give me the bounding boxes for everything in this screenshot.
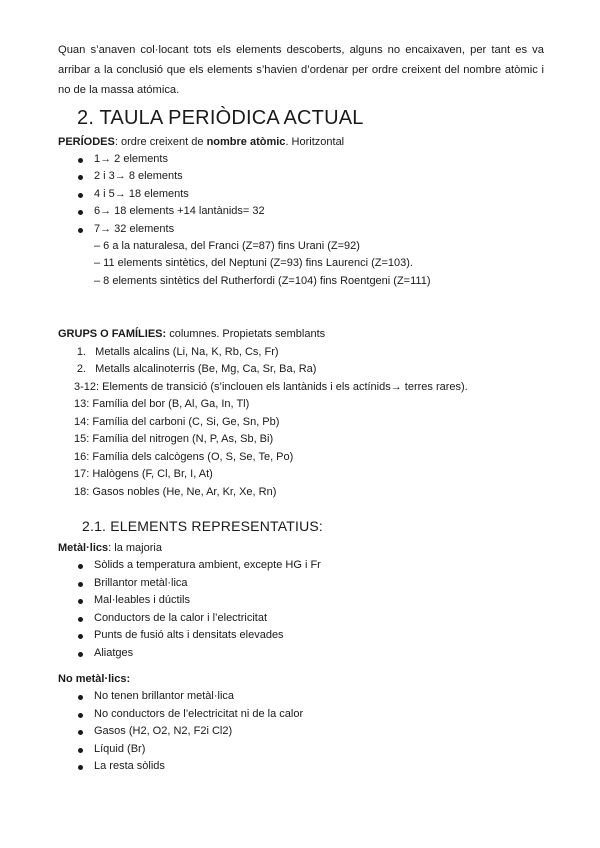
group-text: Família dels calcògens (O, S, Se, Te, Po)	[92, 451, 294, 463]
group-item	[72, 346, 279, 358]
groups-heading	[58, 328, 325, 340]
periods-label: PERÍODES	[58, 136, 115, 148]
group-text: Gasos nobles (He, Ne, Ar, Kr, Xe, Rn)	[92, 486, 277, 498]
group-number: 13:	[74, 398, 90, 410]
group-number: 2.	[76, 363, 86, 375]
bullet-icon	[78, 713, 83, 718]
intro-paragraph: Quan s’anaven col·locant tots els elements descoberts, alguns no encaixaven, per tant es va arribar a la conclusió que els elements s’havien d’ordenar per ordre creixent del nombre atòmic i no de la massa atómica.	[58, 44, 544, 96]
list-item: Líquid (Br)	[94, 743, 146, 755]
group-item	[74, 433, 273, 445]
metals-desc: : la majoria	[108, 542, 162, 554]
group-number: 15:	[74, 433, 90, 445]
list-item: Aliatges	[94, 647, 134, 659]
bullet-icon	[78, 599, 83, 604]
group-item	[72, 363, 316, 375]
groups-label: GRUPS O FAMÍLIES:	[58, 328, 167, 340]
group-text: Elements de transició (s’inclouen els lantànids i els actínids→ terres rares).	[102, 381, 468, 393]
bullet-icon	[78, 765, 83, 770]
groups-desc: columnes. Propietats semblants	[166, 328, 326, 340]
list-item: 7→ 32 elements	[94, 223, 175, 235]
group-number: 14:	[74, 416, 90, 428]
bullet-icon	[78, 695, 83, 700]
list-item: Mal·leables i dúctils	[94, 594, 190, 606]
list-item: Punts de fusió alts i densitats elevades	[94, 629, 284, 641]
list-item: La resta sòlids	[94, 760, 165, 772]
list-item: 4 i 5→ 18 elements	[94, 188, 189, 200]
periods-desc-post: . Horitzontal	[285, 136, 345, 148]
periods-desc-bold: nombre atòmic	[206, 136, 286, 148]
group-text: Metalls alcalinoterris (Be, Mg, Ca, Sr, Ba, Ra)	[95, 363, 317, 375]
bullet-icon	[78, 193, 83, 198]
group-number: 18:	[74, 486, 90, 498]
group-number: 17:	[74, 468, 90, 480]
group-text: Família del bor (B, Al, Ga, In, Tl)	[92, 398, 250, 410]
bullet-icon	[78, 228, 83, 233]
sub-item: – 11 elements sintètics, del Neptuni (Z=93) fins Laurenci (Z=103).	[94, 257, 413, 269]
metals-label: Metàl·lics	[58, 542, 109, 554]
list-item: No conductors de l’electricitat ni de la calor	[94, 708, 304, 720]
bullet-icon	[78, 175, 83, 180]
group-item	[74, 468, 213, 480]
group-text: Família del nitrogen (N, P, As, Sb, Bi)	[92, 433, 274, 445]
metals-heading	[58, 542, 162, 554]
subsection-title: 2.1. ELEMENTS REPRESENTATIUS:	[82, 518, 324, 534]
group-item	[74, 451, 293, 463]
section-title: 2. TAULA PERIÒDICA ACTUAL	[77, 107, 364, 129]
list-item: Gasos (H2, O2, N2, F2i Cl2)	[94, 725, 233, 737]
group-text: Halògens (F, Cl, Br, I, At)	[92, 468, 213, 480]
bullet-icon	[78, 634, 83, 639]
bullet-icon	[78, 582, 83, 587]
group-item	[74, 381, 468, 393]
group-item	[74, 486, 276, 498]
bullet-icon	[78, 617, 83, 622]
sub-item: – 6 a la naturalesa, del Franci (Z=87) fins Urani (Z=92)	[94, 240, 360, 252]
list-item: No tenen brillantor metàl·lica	[94, 690, 235, 702]
list-item: Brillantor metàl·lica	[94, 577, 188, 589]
list-item: Conductors de la calor i l’electricitat	[94, 612, 268, 624]
list-item: 1→ 2 elements	[94, 153, 168, 165]
sub-item: – 8 elements sintètics del Rutherfordi (Z=104) fins Roentgeni (Z=111)	[94, 275, 431, 287]
bullet-icon	[78, 564, 83, 569]
list-item: 2 i 3→ 8 elements	[94, 170, 183, 182]
bullet-icon	[78, 730, 83, 735]
bullet-icon	[78, 210, 83, 215]
list-item: 6→ 18 elements +14 lantànids= 32	[94, 205, 265, 217]
list-item: Sòlids a temperatura ambient, excepte HG i Fr	[94, 559, 321, 571]
group-number: 3-12:	[74, 381, 100, 393]
group-text: Metalls alcalins (Li, Na, K, Rb, Cs, Fr)	[95, 346, 279, 358]
group-item	[74, 416, 279, 428]
group-text: Família del carboni (C, Si, Ge, Sn, Pb)	[92, 416, 280, 428]
periods-desc-pre: : ordre creixent de	[114, 136, 207, 148]
nonmetals-heading: No metàl·lics:	[58, 673, 131, 685]
bullet-icon	[78, 748, 83, 753]
group-number: 1.	[76, 346, 86, 358]
group-number: 16:	[74, 451, 90, 463]
bullet-icon	[78, 158, 83, 163]
group-item	[74, 398, 249, 410]
bullet-icon	[78, 652, 83, 657]
periods-heading	[58, 136, 344, 148]
